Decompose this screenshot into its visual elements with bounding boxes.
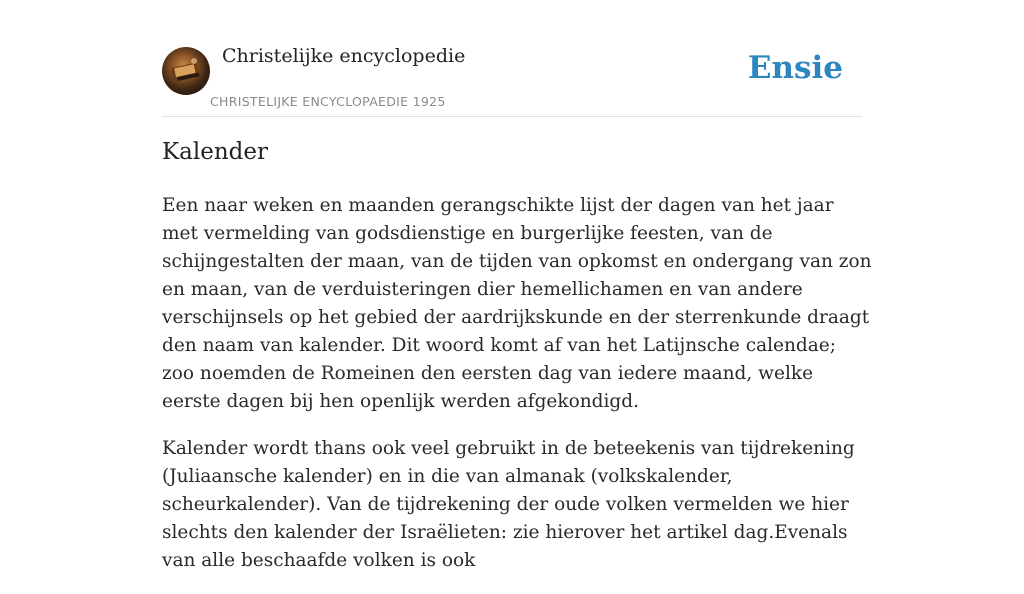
site-header: [162, 40, 862, 117]
page-title: Kalender: [162, 139, 269, 165]
article-body: [162, 192, 872, 594]
site-subtitle: CHRISTELIJKE ENCYCLOPAEDIE 1925: [210, 94, 446, 109]
article-paragraph: Kalender wordt thans ook veel gebruikt in de beteekenis van tijdrekening (Juliaansche kalender) en in die van almanak (volkskalender, scheurkalender). Van de tijdrekening der oude volken vermelden we hier slechts den kalender der Israëlieten: zie hierover het artikel dag.Evenals van alle beschaafde volken is ook: [162, 438, 855, 571]
encyclopedia-avatar[interactable]: [162, 47, 210, 95]
ensie-logo[interactable]: Ensie: [747, 50, 843, 86]
book-photo-icon: [162, 47, 210, 95]
article-paragraph: Een naar weken en maanden gerangschikte lijst der dagen van het jaar met vermelding van godsdienstige en burgerlijke feesten, van de schijngestalten der maan, van de tijden van opkomst en ondergang van zon en maan, van de verduisteringen dier hemellichamen en van andere verschijnsels op het gebied der aardrijkskunde en der sterrenkunde draagt den naam van kalender. Dit woord komt af van het Latijnsche calendae; zoo noemden de Romeinen den eersten dag van iedere maand, welke eerste dagen bij hen openlijk werden afgekondigd.: [162, 195, 872, 412]
site-title[interactable]: Christelijke encyclopedie: [222, 45, 466, 67]
